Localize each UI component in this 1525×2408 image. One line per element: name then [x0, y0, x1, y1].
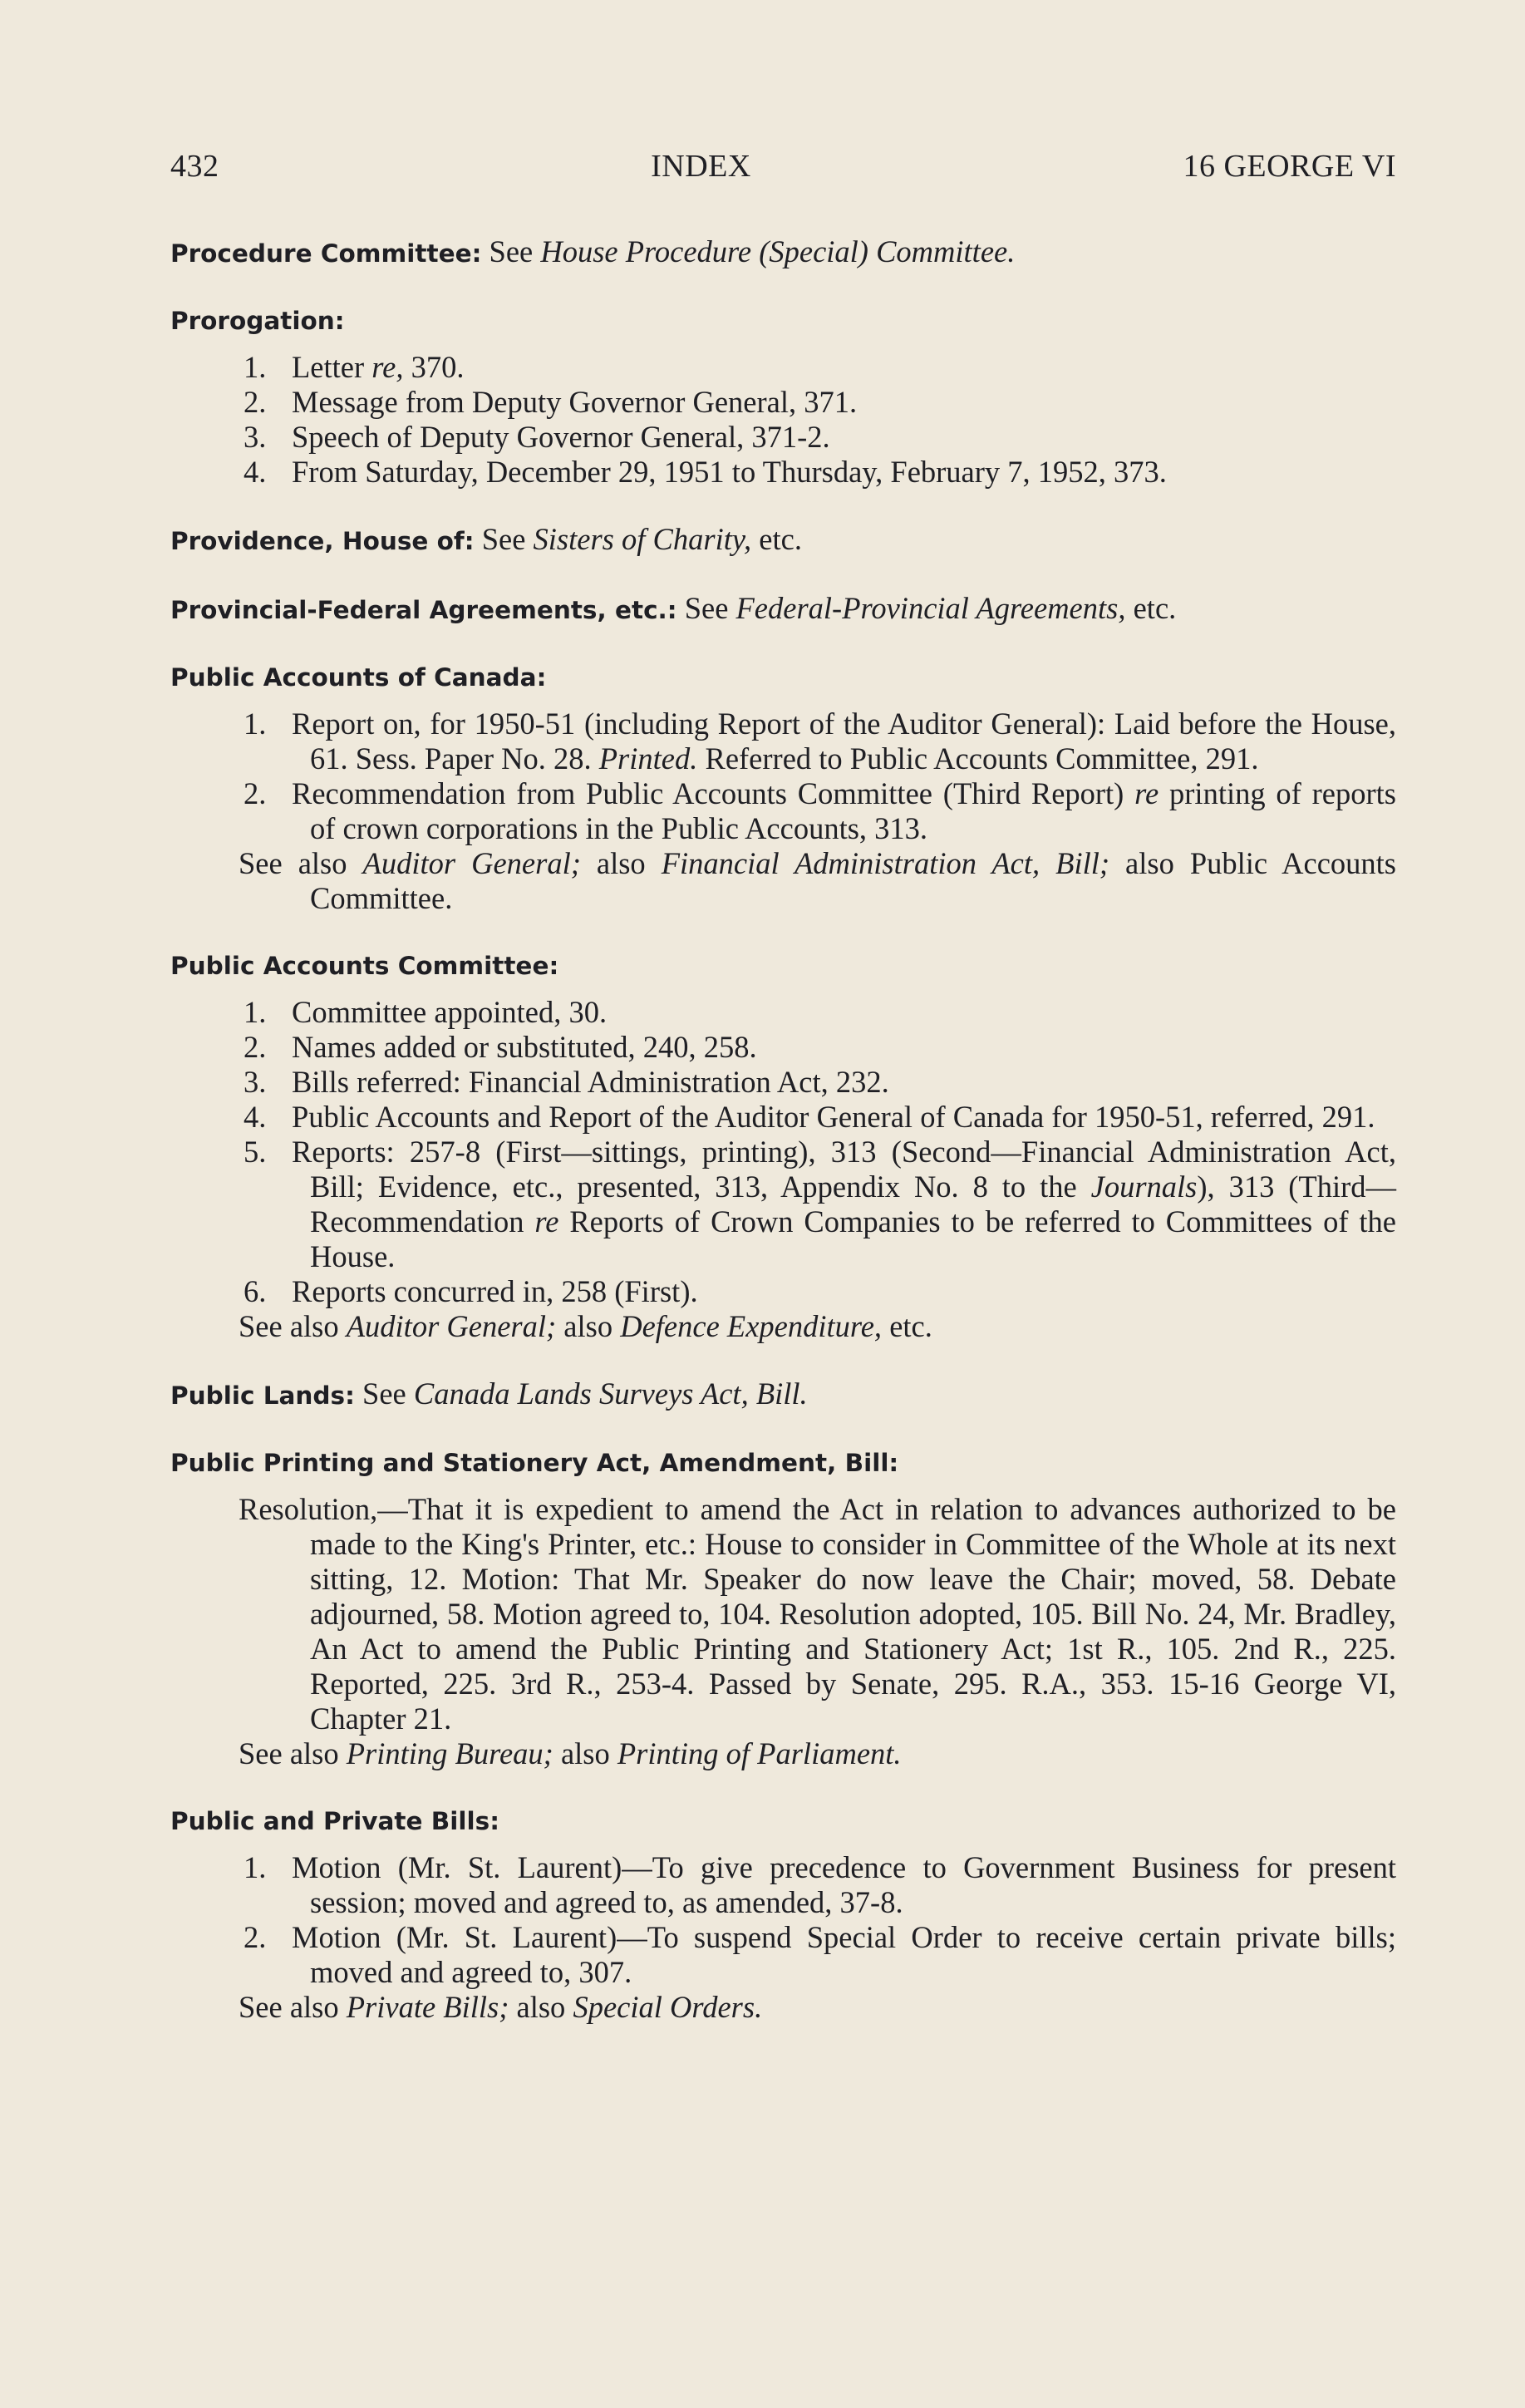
- item-number: 3.: [244, 1065, 267, 1099]
- ref-tail: also Public Accounts Committee.: [310, 846, 1396, 915]
- item-text: Bills referred: Financial Administration Act, 232.: [292, 1065, 889, 1099]
- cross-reference: Printing Bureau;: [346, 1736, 553, 1770]
- see-also-word: See also: [239, 846, 363, 880]
- see-word: See: [481, 522, 526, 556]
- item-text: Public Accounts and Report of the Auditor General of Canada for 1950-51, referred, 291.: [292, 1100, 1375, 1134]
- item-text: Referred to Public Accounts Committee, 291.: [697, 741, 1259, 776]
- list-item: [170, 350, 1396, 385]
- item-text: Message from Deputy Governor General, 371.: [292, 385, 858, 419]
- list-item: [170, 420, 1396, 455]
- item-italic: Journals: [1090, 1170, 1198, 1204]
- entry-public-printing-act: [170, 1445, 1396, 1771]
- item-number: 1.: [244, 995, 267, 1029]
- item-number: 3.: [244, 420, 267, 454]
- entry-heading: Providence, House of:: [170, 527, 475, 555]
- entry-heading: Provincial-Federal Agreements, etc.:: [170, 596, 677, 624]
- item-number: 5.: [244, 1135, 267, 1169]
- item-text: printing of reports of crown corporations in the Public Accounts, 313.: [310, 776, 1396, 845]
- entry-provincial-federal-agreements: [170, 591, 1396, 628]
- entry-heading: Public Accounts Committee:: [170, 952, 559, 980]
- list-item: [170, 995, 1396, 1030]
- cross-reference: Federal-Provincial Agreements,: [735, 591, 1126, 625]
- item-italic: re: [1134, 776, 1159, 810]
- list-item: [170, 776, 1396, 846]
- cross-reference: Printing of Parliament.: [617, 1736, 902, 1770]
- cross-reference: Special Orders.: [573, 1990, 763, 2024]
- page-number: 432: [170, 149, 219, 184]
- item-text: Report on, for 1950-51 (including Report of the Auditor General): Laid before the House, 61. Sess. Paper No. 28.: [292, 707, 1396, 776]
- also-word: also: [553, 1736, 617, 1770]
- cross-reference: Auditor General;: [362, 846, 581, 880]
- see-also-line: [170, 1736, 1396, 1771]
- volume-label: 16 GEORGE VI: [1183, 149, 1396, 184]
- see-also-line: [170, 1309, 1396, 1344]
- see-also-word: See also: [239, 1990, 347, 2024]
- entry-public-and-private-bills: [170, 1804, 1396, 2025]
- list-item: [170, 707, 1396, 776]
- item-text: Motion (Mr. St. Laurent)—To give precedence to Government Business for present session; moved and agreed to, as amended, 37-8.: [292, 1850, 1396, 1919]
- list-item: [170, 1030, 1396, 1065]
- list-item: [170, 1850, 1396, 1920]
- ref-tail: etc.: [882, 1309, 932, 1343]
- item-italic: Printed.: [598, 741, 698, 776]
- item-text: Reports of Crown Companies to be referred to Committees of the House.: [310, 1204, 1396, 1273]
- item-text: 370.: [403, 350, 465, 384]
- cross-reference: Private Bills;: [346, 1990, 509, 2024]
- item-italic: re,: [371, 350, 404, 384]
- item-number: 6.: [244, 1274, 267, 1308]
- item-text: Recommendation from Public Accounts Committee (Third Report): [292, 776, 1135, 810]
- item-text: Letter: [292, 350, 372, 384]
- see-also-line: [170, 1990, 1396, 2025]
- item-number: 2.: [244, 1920, 267, 1954]
- entry-heading: Public Accounts of Canada:: [170, 663, 547, 692]
- cross-reference: Canada Lands Surveys Act, Bill.: [413, 1376, 808, 1411]
- see-also-word: See also: [239, 1309, 347, 1343]
- entry-public-accounts-of-canada: [170, 660, 1396, 916]
- entry-public-lands: [170, 1376, 1396, 1413]
- item-italic: re: [534, 1204, 559, 1238]
- running-header: [170, 148, 1396, 185]
- cross-reference: Sisters of Charity,: [533, 522, 752, 556]
- item-number: 4.: [244, 1100, 267, 1134]
- cross-reference: Defence Expenditure,: [620, 1309, 883, 1343]
- entry-heading: Public and Private Bills:: [170, 1807, 499, 1835]
- also-word: also: [509, 1990, 573, 2024]
- list-item: [170, 1135, 1396, 1274]
- list-item: [170, 385, 1396, 420]
- entry-providence-house: [170, 522, 1396, 559]
- see-also-line: [170, 846, 1396, 916]
- see-word: See: [684, 591, 729, 625]
- item-number: 2.: [244, 1030, 267, 1064]
- index-content: [170, 234, 1396, 2057]
- item-number: 1.: [244, 1850, 267, 1884]
- entry-heading: Prorogation:: [170, 307, 345, 335]
- see-also-word: See also: [239, 1736, 347, 1770]
- also-word: also: [556, 1309, 621, 1343]
- list-item: [170, 455, 1396, 490]
- ref-tail: etc.: [751, 522, 802, 556]
- item-text: Motion (Mr. St. Laurent)—To suspend Special Order to receive certain private bills; moved and agreed to, 307.: [292, 1920, 1396, 1989]
- item-text: Reports concurred in, 258 (First).: [292, 1274, 698, 1308]
- item-text: Reports: 257-8 (First—sittings, printing), 313 (Second—Financial Administration Act, Bill; Evidence, etc., presented, 313, Appendix No. 8 to the: [292, 1135, 1396, 1204]
- item-text: ), 313 (Third—Recommendation: [310, 1170, 1396, 1238]
- ref-tail: etc.: [1125, 591, 1177, 625]
- cross-reference: House Procedure (Special) Committee.: [540, 234, 1016, 268]
- list-item: [170, 1920, 1396, 1990]
- item-text: Committee appointed, 30.: [292, 995, 608, 1029]
- entry-procedure-committee: [170, 234, 1396, 271]
- also-word: also: [580, 846, 662, 880]
- entry-heading: Public Lands:: [170, 1381, 355, 1410]
- item-text: Speech of Deputy Governor General, 371-2.: [292, 420, 830, 454]
- list-item: [170, 1065, 1396, 1100]
- item-number: 4.: [244, 455, 267, 489]
- item-number: 1.: [244, 350, 267, 384]
- item-text: Names added or substituted, 240, 258.: [292, 1030, 757, 1064]
- list-item: [170, 1100, 1396, 1135]
- see-word: See: [489, 234, 534, 268]
- resolution-paragraph: Resolution,—That it is expedient to amend the Act in relation to advances authorized to be made to the King's Printer, etc.: House to consider in Committee of the Whole at its next sitting, 12. Motion: That Mr. Speaker do now leave the Chair; moved, 58. Debate adjourned, 58. Motion agreed to, 104. Resolution adopted, 105. Bill No. 24, Mr. Bradley, An Act to amend the Public Printing and Stationery Act; 1st R., 105. 2nd R., 225. Reported, 225. 3rd R., 253-4. Passed by Senate, 295. R.A., 353. 15-16 George VI, Chapter 21.: [239, 1492, 1396, 1736]
- entry-public-accounts-committee: [170, 948, 1396, 1344]
- see-word: See: [362, 1376, 406, 1411]
- entry-heading: Public Printing and Stationery Act, Amendment, Bill:: [170, 1449, 899, 1477]
- item-text: From Saturday, December 29, 1951 to Thursday, February 7, 1952, 373.: [292, 455, 1167, 489]
- cross-reference: Financial Administration Act, Bill;: [661, 846, 1110, 880]
- entry-heading: Procedure Committee:: [170, 239, 482, 268]
- item-number: 1.: [244, 707, 267, 741]
- list-item: [170, 1274, 1396, 1309]
- page-title: INDEX: [651, 149, 751, 184]
- cross-reference: Auditor General;: [346, 1309, 557, 1343]
- item-number: 2.: [244, 776, 267, 810]
- item-number: 2.: [244, 385, 267, 419]
- entry-prorogation: [170, 303, 1396, 490]
